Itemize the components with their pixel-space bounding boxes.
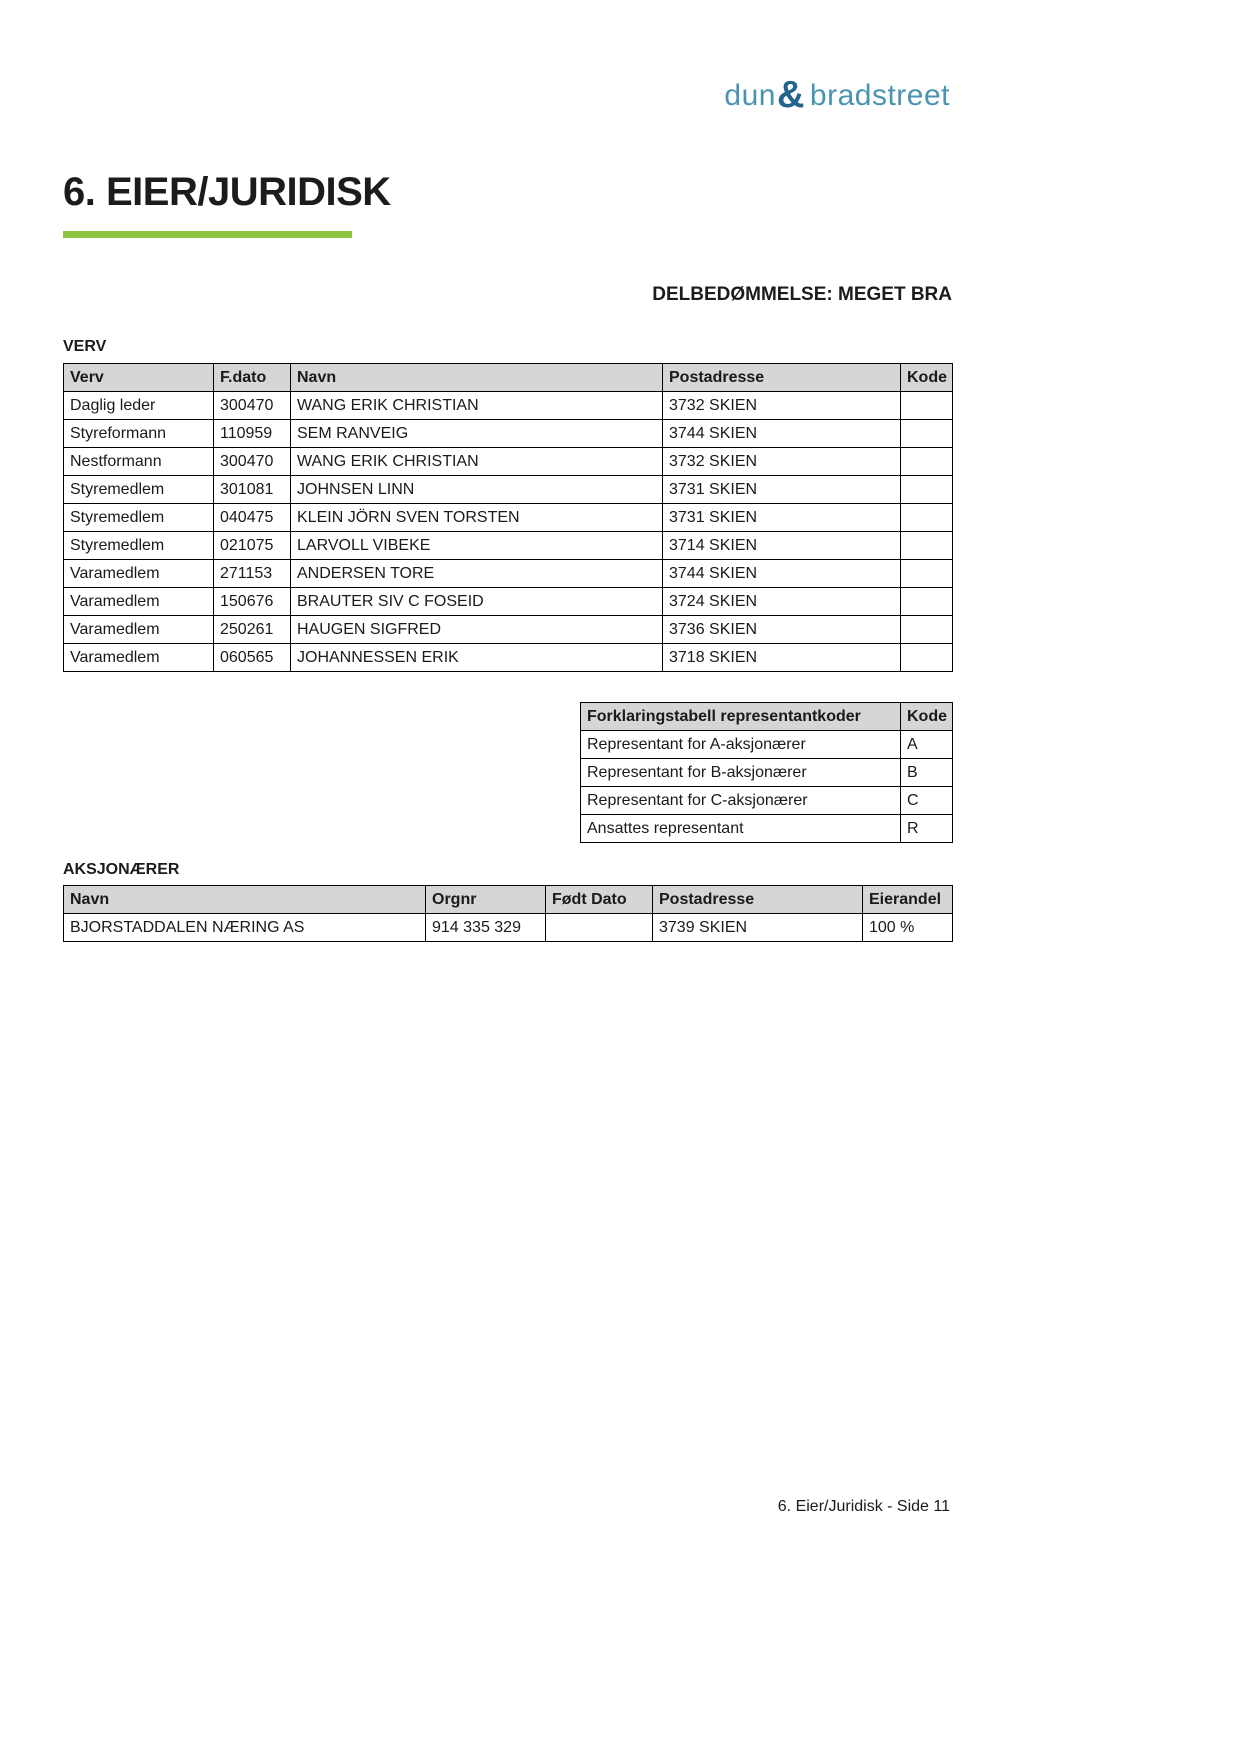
table-cell: 100 % — [863, 914, 953, 942]
table-cell: LARVOLL VIBEKE — [291, 532, 663, 560]
table-row — [64, 588, 953, 616]
table-cell: Ansattes representant — [581, 815, 901, 843]
table-cell — [901, 476, 953, 504]
table-row — [581, 731, 953, 759]
table-cell: 3744 SKIEN — [663, 420, 901, 448]
column-header-kode: Kode — [901, 703, 953, 731]
logo-ampersand-icon: & — [776, 74, 805, 116]
table-cell: 3732 SKIEN — [663, 448, 901, 476]
table-row — [64, 504, 953, 532]
table-cell: 914 335 329 — [426, 914, 546, 942]
table-cell — [901, 644, 953, 672]
table-row — [64, 420, 953, 448]
column-header-fdato: F.dato — [214, 364, 291, 392]
table-cell: 300470 — [214, 448, 291, 476]
column-header-forklaringstabell: Forklaringstabell representantkoder — [581, 703, 901, 731]
logo-word-bradstreet: bradstreet — [809, 79, 950, 112]
table-cell — [546, 914, 653, 942]
table-cell: BJORSTADDALEN NÆRING AS — [64, 914, 426, 942]
table-cell — [901, 504, 953, 532]
verv-table — [63, 363, 953, 672]
table-cell: Varamedlem — [64, 644, 214, 672]
table-row — [64, 392, 953, 420]
table-cell: Varamedlem — [64, 588, 214, 616]
table-cell: 3732 SKIEN — [663, 392, 901, 420]
table-cell: C — [901, 787, 953, 815]
table-cell: B — [901, 759, 953, 787]
table-cell: JOHANNESSEN ERIK — [291, 644, 663, 672]
table-cell: 3731 SKIEN — [663, 476, 901, 504]
table-cell: ANDERSEN TORE — [291, 560, 663, 588]
verv-section-label: VERV — [63, 338, 107, 355]
table-cell: KLEIN JÖRN SVEN TORSTEN — [291, 504, 663, 532]
table-row — [64, 616, 953, 644]
table-row — [64, 532, 953, 560]
table-cell: 301081 — [214, 476, 291, 504]
table-cell: 3714 SKIEN — [663, 532, 901, 560]
table-cell — [901, 532, 953, 560]
table-cell: Styreformann — [64, 420, 214, 448]
table-cell: Styremedlem — [64, 532, 214, 560]
table-cell: SEM RANVEIG — [291, 420, 663, 448]
table-cell — [901, 448, 953, 476]
table-cell: Varamedlem — [64, 560, 214, 588]
table-cell: Styremedlem — [64, 476, 214, 504]
table-cell: 3718 SKIEN — [663, 644, 901, 672]
column-header-navn: Navn — [291, 364, 663, 392]
table-cell: Representant for B-aksjonærer — [581, 759, 901, 787]
aksjonaerer-table — [63, 885, 953, 942]
forklaring-table — [580, 702, 953, 843]
table-cell: 3739 SKIEN — [653, 914, 863, 942]
logo-word-dun: dun — [724, 79, 776, 112]
table-cell: R — [901, 815, 953, 843]
table-cell: Varamedlem — [64, 616, 214, 644]
column-header-eierandel: Eierandel — [863, 886, 953, 914]
page-footer: 6. Eier/Juridisk - Side 11 — [777, 1498, 950, 1515]
table-cell — [901, 560, 953, 588]
table-header-row — [581, 703, 953, 731]
table-cell: 150676 — [214, 588, 291, 616]
table-row — [581, 787, 953, 815]
column-header-postadresse: Postadresse — [663, 364, 901, 392]
column-header-kode: Kode — [901, 364, 953, 392]
accent-rule — [63, 231, 352, 238]
table-row — [64, 644, 953, 672]
table-cell: JOHNSEN LINN — [291, 476, 663, 504]
table-row — [64, 560, 953, 588]
table-cell: Styremedlem — [64, 504, 214, 532]
table-cell: 300470 — [214, 392, 291, 420]
table-cell: WANG ERIK CHRISTIAN — [291, 392, 663, 420]
forklaring-table-body — [581, 731, 953, 843]
verv-table-body — [64, 392, 953, 672]
table-cell: Representant for A-aksjonærer — [581, 731, 901, 759]
table-header-row — [64, 886, 953, 914]
table-cell: 3724 SKIEN — [663, 588, 901, 616]
column-header-verv: Verv — [64, 364, 214, 392]
table-row — [581, 815, 953, 843]
table-cell: 060565 — [214, 644, 291, 672]
table-cell: WANG ERIK CHRISTIAN — [291, 448, 663, 476]
table-cell: Representant for C-aksjonærer — [581, 787, 901, 815]
aksjonaerer-table-body — [64, 914, 953, 942]
table-cell: 110959 — [214, 420, 291, 448]
table-cell — [901, 420, 953, 448]
aksjonaerer-section-label: AKSJONÆRER — [63, 861, 180, 878]
table-cell: 3744 SKIEN — [663, 560, 901, 588]
table-cell: A — [901, 731, 953, 759]
column-header-orgnr: Orgnr — [426, 886, 546, 914]
rating-line: DELBEDØMMELSE: MEGET BRA — [652, 284, 952, 305]
table-row — [581, 759, 953, 787]
column-header-postadresse: Postadresse — [653, 886, 863, 914]
table-row — [64, 448, 953, 476]
table-cell — [901, 392, 953, 420]
table-cell — [901, 588, 953, 616]
table-cell: Daglig leder — [64, 392, 214, 420]
table-cell: 040475 — [214, 504, 291, 532]
table-cell: 271153 — [214, 560, 291, 588]
table-cell: Nestformann — [64, 448, 214, 476]
column-header-navn: Navn — [64, 886, 426, 914]
column-header-fodt-dato: Født Dato — [546, 886, 653, 914]
table-cell: HAUGEN SIGFRED — [291, 616, 663, 644]
page-content — [63, 0, 952, 942]
table-cell: 3736 SKIEN — [663, 616, 901, 644]
table-header-row — [64, 364, 953, 392]
page-title: 6. EIER/JURIDISK — [63, 170, 391, 214]
table-cell: 021075 — [214, 532, 291, 560]
table-cell: BRAUTER SIV C FOSEID — [291, 588, 663, 616]
table-row — [64, 914, 953, 942]
table-cell: 3731 SKIEN — [663, 504, 901, 532]
table-cell — [901, 616, 953, 644]
table-cell: 250261 — [214, 616, 291, 644]
table-row — [64, 476, 953, 504]
